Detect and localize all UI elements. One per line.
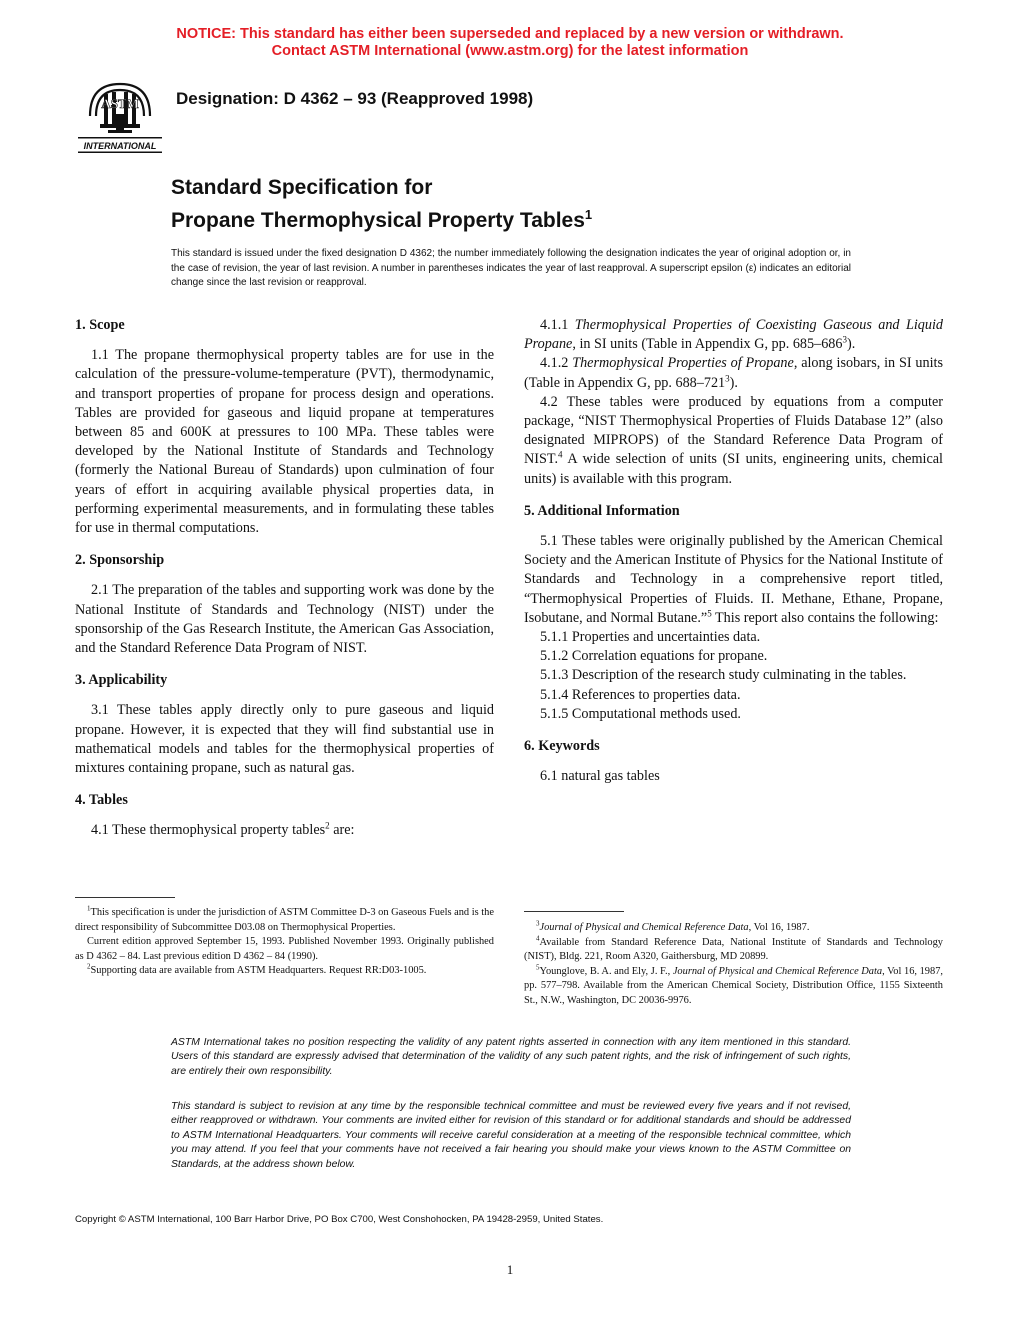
left-column <box>75 316 494 841</box>
copyright-line: Copyright © ASTM International, 100 Barr Harbor Drive, PO Box C700, West Conshohocken, PA 19428-2959, United States. <box>75 1214 604 1225</box>
footnotes-right <box>524 921 943 1008</box>
designation: Designation: D 4362 – 93 (Reapproved 1998) <box>176 89 534 108</box>
footnotes-left <box>75 906 494 979</box>
withdrawn-notice <box>0 26 1020 60</box>
footnote-divider-left <box>75 897 175 898</box>
section-heading-additional-information: 5. Additional Information <box>524 502 680 519</box>
title-line-2 <box>171 201 592 234</box>
footnote-ref-4: 4 <box>558 449 563 460</box>
footnote-ref-5: 5 <box>707 608 712 619</box>
footnote-4: $^4$Available from Standard Reference Data, National Institute of Standards and Technology (NIST), Bldg. 221, Room A320, Gaithersburg, MD 20899. <box>524 934 943 962</box>
title-footnote-ref: 1 <box>584 207 593 222</box>
paragraph-6-1: 6.1 natural gas tables <box>540 768 660 785</box>
paragraph-4-1-1: 4.1.1 Thermophysical Properties of Coexisting Gaseous and Liquid Propane, in SI units (Table in Appendix G, pp. $685-686^3$). <box>524 317 944 353</box>
paragraph-5-1: 5.1 These tables were originally published by the American Chemical Society and the American Institute of Physics for the National Institute of Standards and Technology in a comprehensive report titled, “Thermophysical Properties of Fluids. II. Methane, Ethane, Propane, Isobutane, and Normal Butane.”$^5$ This report also contains the following: <box>524 533 943 626</box>
revision-disclaimer: This standard is subject to revision at any time by the responsible technical committee and must be reviewed every five years and if not revised, either reapproved or withdrawn. Your comments are invited either for revision of this standard or for additional standards and should be addressed to ASTM International Headquarters. Your comments will receive careful consideration at a meeting of the responsible technical committee, which you may attend. If you feel that your comments have not received a fair hearing you should make your views known to the ASTM Committee on Standards, at the address shown below. <box>171 1101 851 1170</box>
paragraph-1-1: 1.1 The propane thermophysical property tables are for use in the calculation of the pressure-volume-temperature (PVT), thermodynamic, and transport properties of propane for process design and operations. Tables are provided for gaseous and liquid propane at temperatures between 85 and 600K at pressures to 100 MPa. These tables were developed by the National Institute of Standards and Technology (formerly the National Bureau of Standards) upon culmination of four years of effort in acquiring available physical properties data, in performing experimental measurements, and in formulating these tables for use in thermal computations. <box>75 347 494 537</box>
title-line-1: Standard Specification for <box>171 176 433 199</box>
title-text: Propane Thermophysical Property Tables <box>171 209 585 232</box>
right-column <box>524 316 943 786</box>
footnote-ref-3: 3 <box>842 334 847 345</box>
footnote-2: $^2$Supporting data are available from ASTM Headquarters. Request RR:D03-1005. <box>87 962 427 976</box>
section-heading-sponsorship: 2. Sponsorship <box>75 552 165 569</box>
document-title <box>171 174 592 234</box>
page-number: 1 <box>506 1262 514 1277</box>
notice-line-2: Contact ASTM International (www.astm.org) for the latest information <box>271 43 749 59</box>
section-heading-scope: 1. Scope <box>75 317 125 333</box>
astm-logo-icon <box>78 74 162 154</box>
logo-org-text: INTERNATIONAL <box>83 141 157 151</box>
footnote-1: $^1$This specification is under the jurisdiction of ASTM Committee D-3 on Gaseous Fuels and is the direct responsibility of Subcommittee D03.08 on Thermophysical Properties. <box>75 904 494 933</box>
footnote-3: $^3$Journal of Physical and Chemical Reference Data, Vol 16, 1987. <box>536 919 810 933</box>
list-item: 5.1.5 Computational methods used. <box>540 705 741 722</box>
footnote-5: $^5$Younglove, B. A. and Ely, J. F., Journal of Physical and Chemical Reference Data, Vol 16, 1987, pp. 577–798. Available from the American Chemical Society, Distribution Office, 1155 Sixteenth St., N.W., Washington, DC 20036-9976. <box>524 963 943 1006</box>
list-item: 5.1.2 Correlation equations for propane. <box>540 648 768 665</box>
paragraph-4-1: 4.1 These thermophysical property tables$^2$ are: <box>91 820 355 839</box>
patent-disclaimer: ASTM International takes no position respecting the validity of any patent rights asserted in connection with any item mentioned in this standard. Users of this standard are expressly advised that determination of the validity of any such patent rights, and the risk of infringement of such rights, are entirely their own responsibility. <box>171 1037 851 1077</box>
footnote-ref-2: 2 <box>325 820 330 831</box>
issued-note: This standard is issued under the fixed designation D 4362; the number immediately following the designation indicates the year of original adoption or, in the case of revision, the year of last revision. A number in parentheses indicates the year of last reapproval. A superscript epsilon (ε) indicates an editorial change since the last revision or reapproval. <box>171 248 851 288</box>
section-heading-keywords: 6. Keywords <box>524 738 600 755</box>
notice-line-1: NOTICE: This standard has either been superseded and replaced by a new version or withdrawn. <box>176 26 844 42</box>
paragraph-4-2: 4.2 These tables were produced by equations from a computer package, “NIST Thermophysical Properties of Fluids Database 12” (also designated MIPROPS) of the Standard Reference Data Program of NIST.$^4$ A wide selection of units (SI units, engineering units, chemical units) is available with this program. <box>524 393 943 487</box>
list-item: 5.1.4 References to properties data. <box>540 686 741 703</box>
astm-international-logo <box>78 74 162 154</box>
list-item: 5.1.1 Properties and uncertainties data. <box>540 629 761 646</box>
section-heading-tables: 4. Tables <box>75 792 128 809</box>
paragraph-2-1: 2.1 The preparation of the tables and supporting work was done by the National Institute of Standards and Technology (NIST) under the sponsorship of the Gas Research Institute, the American Gas Association, and the Standard Reference Data Program of NIST. <box>75 582 494 657</box>
paragraph-3-1: 3.1 These tables apply directly only to pure gaseous and liquid propane. However, it is expected that they will find substantial use in mathematical models and tables for the thermophysical properties of mixtures containing propane, such as natural gas. <box>75 702 494 777</box>
section-heading-applicability: 3. Applicability <box>75 672 168 689</box>
footnote-1-edition: Current edition approved September 15, 1993. Published November 1993. Originally published as D 4362 – 84. Last previous edition D 4362 – 84 (1990). <box>75 936 494 962</box>
footnote-divider-right <box>524 911 624 912</box>
paragraph-4-1-2: 4.1.2 Thermophysical Properties of Propane, along isobars, in SI units (Table in Appendix G, pp. $688-721^3$). <box>524 355 943 391</box>
footnote-ref-3b: 3 <box>725 372 730 383</box>
list-item: 5.1.3 Description of the research study culminating in the tables. <box>540 667 907 684</box>
logo-letters: ASTM <box>101 96 139 111</box>
